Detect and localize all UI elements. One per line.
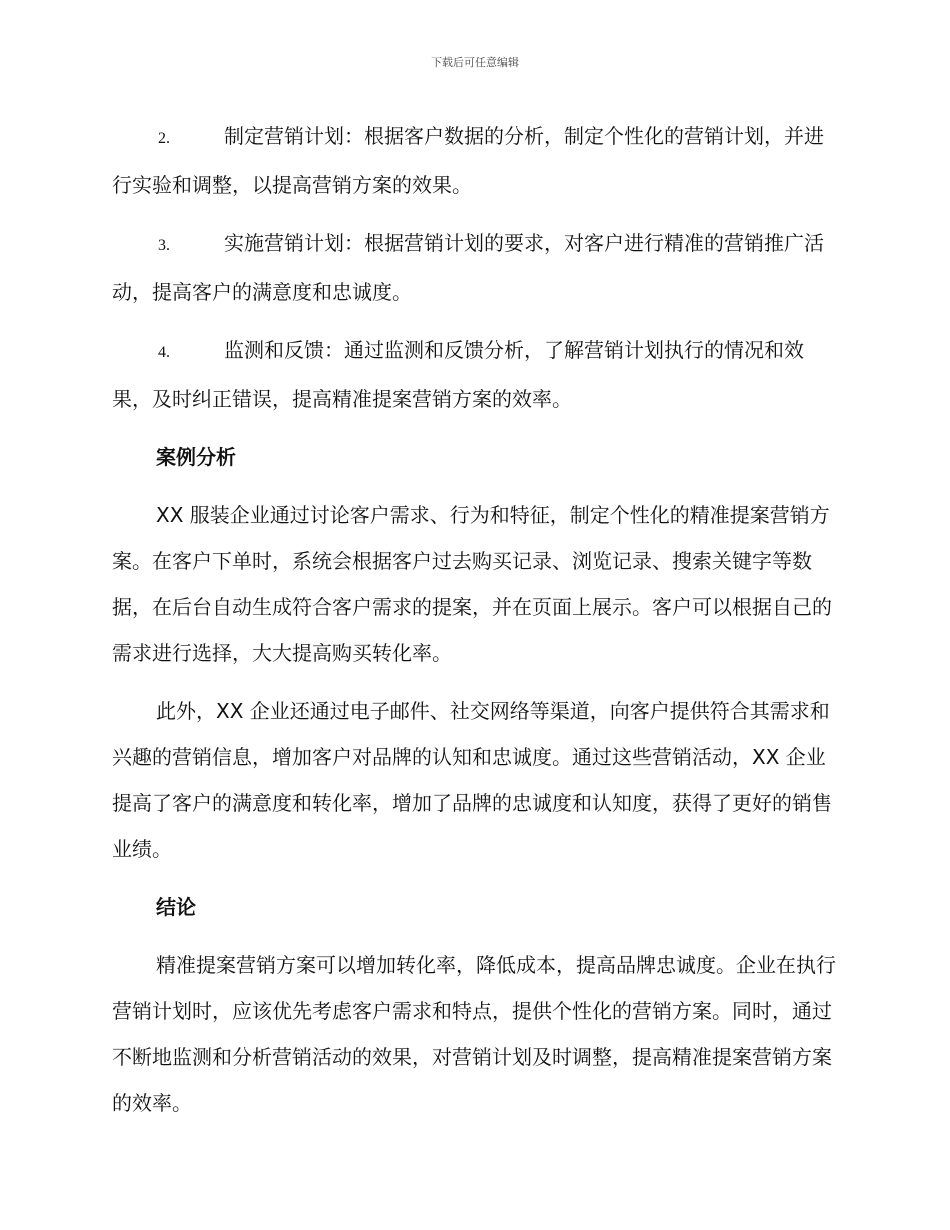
list-item-text: 制定营销计划：根据客户数据的分析，制定个性化的营销计划，并进行实验和调整，以提高营销方案的效果。: [112, 124, 824, 197]
list-item-text: 实施营销计划：根据营销计划的要求，对客户进行精准的营销推广活动，提高客户的满意度和忠诚度。: [112, 231, 824, 304]
case-study-paragraph: XX 服装企业通过讨论客户需求、行为和特征，制定个性化的精准提案营销方案。在客户下单时，系统会根据客户过去购买记录、浏览记录、搜索关键字等数据，在后台自动生成符合客户需求的提案，并在页面上展示。客户可以根据自己的需求进行选择，大大提高购买转化率。: [112, 503, 832, 665]
conclusion-heading: 结论: [156, 895, 196, 919]
page-header: 下载后可任意编辑: [431, 56, 519, 69]
list-item-number: 2.: [158, 130, 170, 147]
list-item-number: 3.: [158, 237, 170, 254]
case-study-paragraph: 此外，XX 企业还通过电子邮件、社交网络等渠道，向客户提供符合其需求和兴趣的营销信息，增加客户对品牌的认知和忠诚度。通过这些营销活动，XX 企业提高了客户的满意度和转化率，增加了品牌的忠诚度和认知度，获得了更好的销售业绩。: [112, 699, 832, 861]
list-item: [112, 220, 838, 315]
list-item-text: 监测和反馈：通过监测和反馈分析，了解营销计划执行的情况和效果，及时纠正错误，提高精准提案营销方案的效率。: [112, 338, 804, 411]
list-item: [112, 327, 838, 422]
list-item-number: 4.: [158, 344, 170, 361]
list-item: [112, 113, 838, 208]
case-study-heading: 案例分析: [156, 445, 236, 469]
conclusion-paragraph: 精准提案营销方案可以增加转化率，降低成本，提高品牌忠诚度。企业在执行营销计划时，应该优先考虑客户需求和特点，提供个性化的营销方案。同时，通过不断地监测和分析营销活动的效果，对营销计划及时调整，提高精准提案营销方案的效率。: [112, 953, 836, 1115]
document-body: [112, 113, 838, 1138]
